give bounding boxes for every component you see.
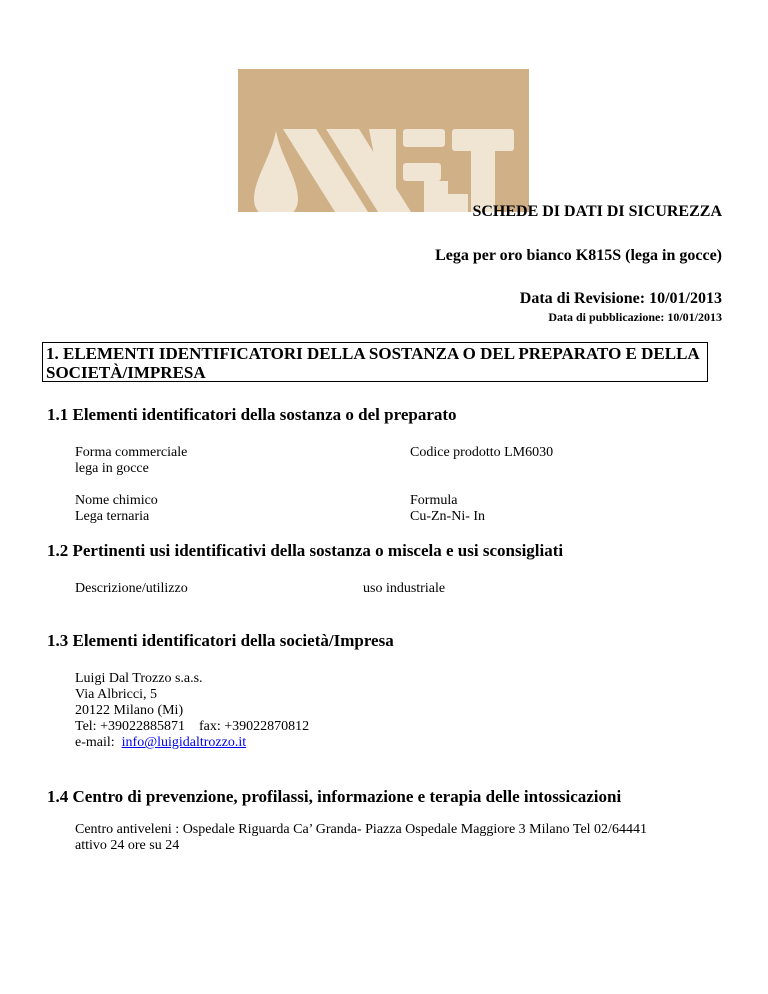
company-tel: Tel: +39022885871 [75, 719, 185, 734]
poison-center-line: Centro antiveleni : Ospedale Riguarda Ca’ Granda- Piazza Ospedale Maggiore 3 Milano Tel 02/64441 [75, 822, 647, 837]
product-title: Lega per oro bianco K815S (lega in gocce) [435, 247, 722, 264]
publication-date: Data di pubblicazione: 10/01/2013 [548, 310, 722, 324]
document-title: SCHEDE DI DATI DI SICUREZZA [472, 203, 722, 220]
trade-form-label: Forma commerciale [75, 445, 188, 460]
product-code: Codice prodotto LM6030 [410, 445, 554, 460]
email-link[interactable]: info@luigidaltrozzo.it [121, 735, 247, 750]
section-1-heading: 1. ELEMENTI IDENTIFICATORI DELLA SOSTANZA O DEL PREPARATO E DELLA SOCIETÀ/IMPRESA [42, 342, 708, 382]
melt-logo [238, 69, 529, 212]
company-email-line [75, 735, 246, 751]
description-label: Descrizione/utilizzo [75, 581, 188, 596]
formula-value: Cu-Zn-Ni- In [410, 509, 486, 524]
company-fax: fax: +39022870812 [198, 719, 310, 734]
company-city: 20122 Milano (Mi) [75, 703, 184, 718]
description-value: uso industriale [363, 581, 446, 596]
company-phones [75, 719, 309, 735]
subsection-1-2-heading: 1.2 Pertinenti usi identificativi della sostanza o miscela e usi sconsigliati [47, 541, 564, 560]
formula-label: Formula [410, 493, 458, 508]
chemical-name-label: Nome chimico [75, 493, 158, 508]
poison-center-hours: attivo 24 ore su 24 [75, 838, 180, 853]
company-name: Luigi Dal Trozzo s.a.s. [75, 671, 203, 686]
subsection-1-4-heading: 1.4 Centro di prevenzione, profilassi, informazione e terapia delle intossicazioni [47, 787, 622, 806]
subsection-1-3-heading: 1.3 Elementi identificatori della società/Impresa [47, 631, 394, 650]
revision-date: Data di Revisione: 10/01/2013 [519, 290, 722, 307]
email-label: e-mail: [75, 735, 115, 750]
chemical-name-value: Lega ternaria [75, 509, 150, 524]
company-street: Via Albricci, 5 [75, 687, 157, 702]
trade-form-value: lega in gocce [75, 461, 149, 476]
subsection-1-1-heading: 1.1 Elementi identificatori della sostanza o del preparato [47, 405, 457, 424]
